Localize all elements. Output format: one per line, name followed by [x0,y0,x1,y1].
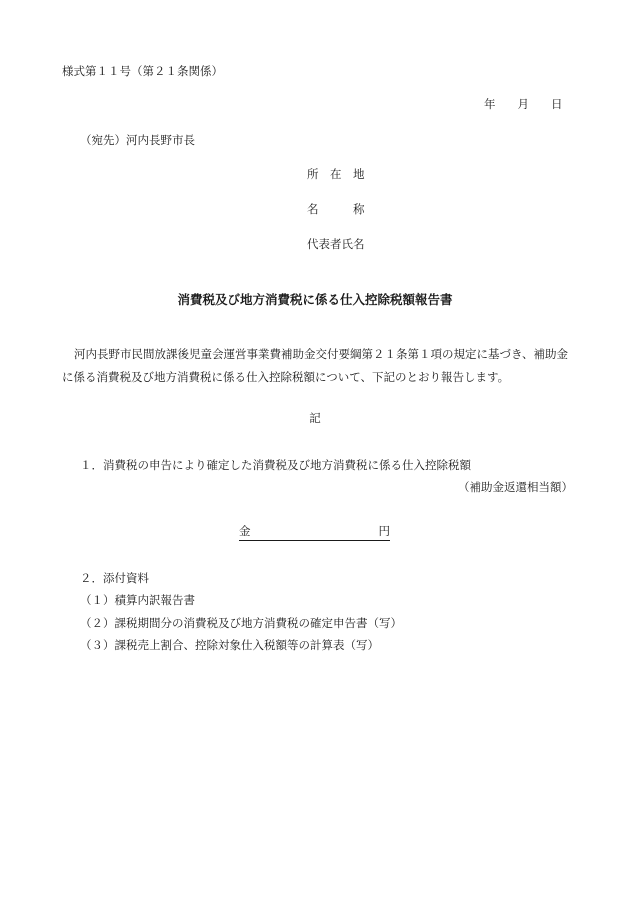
amount-line [239,523,390,541]
applicant-address-label: 所 在 地 [307,167,365,181]
item2-heading: ２．添付資料 [80,571,149,585]
form-number: 様式第１１号（第２１条関係） [62,64,223,78]
item1-heading: １．消費税の申告により確定した消費税及び地方消費税に係る仕入控除税額 [80,458,471,472]
amount-suffix: 円 [378,524,390,538]
applicant-representative-label: 代表者氏名 [307,237,365,251]
addressee: （宛先）河内長野市長 [80,133,195,147]
applicant-name-label: 名 称 [307,202,365,216]
body-paragraph: 河内長野市民間放課後児童会運営事業費補助金交付要綱第２１条第１項の規定に基づき、補助金に係る消費税及び地方消費税に係る仕入控除税額について、下記のとおり報告します。 [62,347,569,384]
attachment-item: （３）課税売上割合、控除対象仕入税額等の計算表（写） [80,638,379,652]
ki-marker: 記 [309,411,321,425]
attachment-item: （２）課税期間分の消費税及び地方消費税の確定申告書（写） [80,616,402,630]
document-title: 消費税及び地方消費税に係る仕入控除税額報告書 [177,292,453,307]
date-line [484,96,563,112]
date-year-label: 年 [484,97,496,111]
date-month-label: 月 [517,97,529,111]
amount-prefix: 金 [239,524,251,538]
date-day-label: 日 [551,97,563,111]
item1-note: （補助金返還相当額） [458,480,573,494]
attachment-item: （１）積算内訳報告書 [80,593,195,607]
